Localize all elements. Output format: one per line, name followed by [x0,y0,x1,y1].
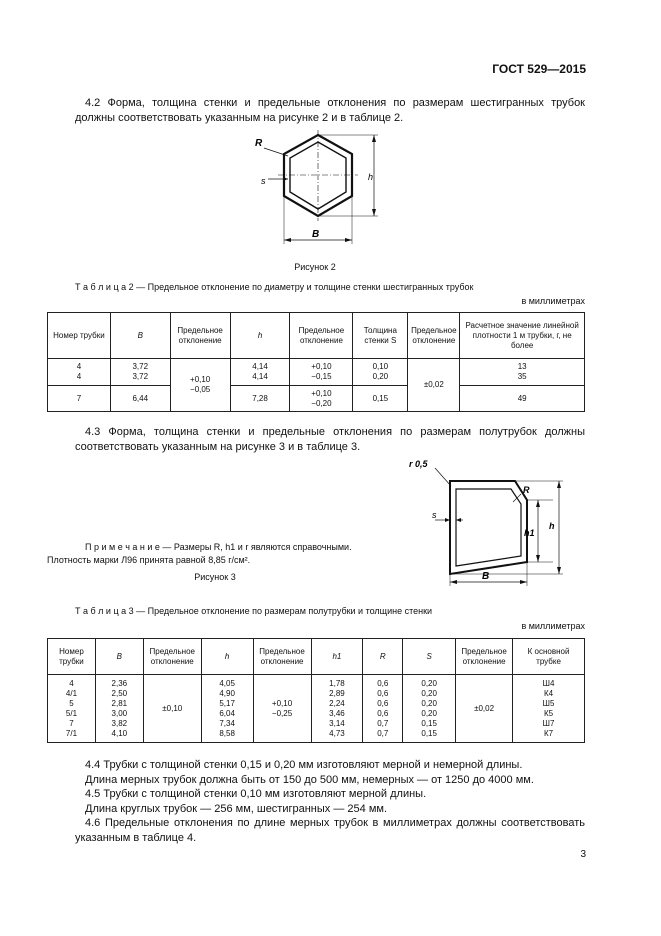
t3-col-b: 2,36 2,50 2,81 3,00 3,82 4,10 [95,675,143,743]
table-row [48,675,585,743]
table-row [48,386,585,412]
t3-col-r: 0,6 0,6 0,6 0,6 0,7 0,7 [363,675,403,743]
t3-header-dev-b: Предельное отклонение [143,639,201,675]
t2-cell-dev-s: ±0,02 [408,359,460,412]
paragraph-round-lengths: Длина круглых трубок — 256 мм, шестигранных — 254 мм. [85,802,387,815]
fig3-label-h1: h1 [524,528,535,538]
t3-header-s: S [403,639,456,675]
t2-cell-h: 7,28 [230,386,290,412]
t3-header-b: B [95,639,143,675]
t3-header-r: R [363,639,403,675]
fig2-label-s: s [261,176,266,186]
t2-cell-b: 6,44 [110,386,170,412]
t3-header-dev-h: Предельное отклонение [253,639,311,675]
fig3-label-s: s [432,510,437,520]
t2-header-s: Толщина стенки S [353,313,408,359]
standard-header: ГОСТ 529—2015 [492,62,586,76]
table-3-caption: Т а б л и ц а 3 — Предельное отклонение по размерам полутрубки и толщине стенки [75,606,433,616]
t2-cell-s: 0,10 0,20 [353,359,408,386]
t3-col-h1: 1,78 2,89 2,24 3,46 3,14 4,73 [311,675,363,743]
fig3-label-h: h [549,521,555,531]
figure-2-hexagon-drawing [250,130,400,252]
t3-header-base-tube: К основной трубке [513,639,585,675]
figure-3-halftube-drawing [405,456,575,586]
t2-cell-number: 7 [48,386,111,412]
t2-header-dev-s: Предельное отклонение [408,313,460,359]
table-2 [47,312,585,412]
table-row [48,359,585,386]
t3-col-dev-s: ±0,02 [456,675,513,743]
table-2-caption: Т а б л и ц а 2 — Предельное отклонение по диаметру и толщине стенки шестигранных трубок [75,282,474,292]
t3-header-dev-s: Предельное отклонение [456,639,513,675]
t3-col-h: 4,05 4,90 5,17 6,04 7,34 8,58 [201,675,253,743]
t3-col-number: 4 4/1 5 5/1 7 7/1 [48,675,96,743]
table-2-units: в миллиметрах [521,296,585,306]
t2-cell-h: 4,14 4,14 [230,359,290,386]
t2-header-dev-h: Предельное отклонение [290,313,353,359]
t2-header-density: Расчетное значение линейной плотности 1 м трубки, г, не более [460,313,585,359]
t3-header-h: h [201,639,253,675]
paragraph-4-4: 4.4 Трубки с толщиной стенки 0,15 и 0,20 мм изготовляют мерной и немерной длины. [85,759,523,771]
figure-3-note: П р и м е ч а н и е — Размеры R, h1 и r являются справочными. [85,542,352,552]
closing-paragraphs [75,758,585,845]
fig3-label-B: B [482,571,490,582]
t2-cell-dev-b: +0,10 −0,05 [170,359,230,412]
t3-header-number: Номер трубки [48,639,96,675]
fig2-label-R: R [255,138,263,149]
table-2-header-row [48,313,585,359]
t3-col-dev-h: +0,10 −0,25 [253,675,311,743]
paragraph-4-5: 4.5 Трубки с толщиной стенки 0,10 мм изготовляют мерной длины. [85,788,427,800]
paragraph-4-3: 4.3 Форма, толщина стенки и предельные отклонения по размерам полутрубок должны соответствовать указанным на рисунке 3 и в таблице 3. [75,426,585,453]
paragraph-lengths: Длина мерных трубок должна быть от 150 до 500 мм, немерных — от 1250 до 4000 мм. [85,773,534,786]
t2-header-dev-b: Предельное отклонение [170,313,230,359]
table-3 [47,638,585,743]
figure-2-caption: Рисунок 2 [294,262,336,272]
t2-cell-number: 4 4 [48,359,111,386]
t2-cell-b: 3,72 3,72 [110,359,170,386]
t3-col-dev-b: ±0,10 [143,675,201,743]
paragraph-4-6: 4.6 Предельные отклонения по длине мерных трубок в миллиметрах должны соответствовать указанным в таблице 4. [75,817,585,844]
t2-header-h: h [230,313,290,359]
t3-col-base-tube: Ш4 К4 Ш5 К5 Ш7 К7 [513,675,585,743]
figure-3-density-note: Плотность марки Л96 принята равной 8,85 г/см². [47,555,251,565]
table-3-units: в миллиметрах [521,621,585,631]
table-3-header-row [48,639,585,675]
fig2-label-B: B [312,229,320,240]
t3-header-h1: h1 [311,639,363,675]
page-number: 3 [580,849,586,860]
t2-cell-dev-h: +0,10 −0,20 [290,386,353,412]
t3-col-s: 0,20 0,20 0,20 0,20 0,15 0,15 [403,675,456,743]
paragraph-4-2: 4.2 Форма, толщина стенки и предельные отклонения по размерам шестигранных трубок должны соответствовать указанным на рисунке 2 и в таблице 2. [75,97,585,124]
figure-3-caption: Рисунок 3 [194,572,236,582]
t2-header-number: Номер трубки [48,313,111,359]
fig2-label-h: h [368,172,374,182]
t2-cell-s: 0,15 [353,386,408,412]
fig3-label-R: R [523,485,530,495]
t2-cell-density: 13 35 [460,359,585,386]
t2-header-b: B [110,313,170,359]
fig3-label-r: r 0,5 [409,459,428,469]
t2-cell-density: 49 [460,386,585,412]
t2-cell-dev-h: +0,10 −0,15 [290,359,353,386]
